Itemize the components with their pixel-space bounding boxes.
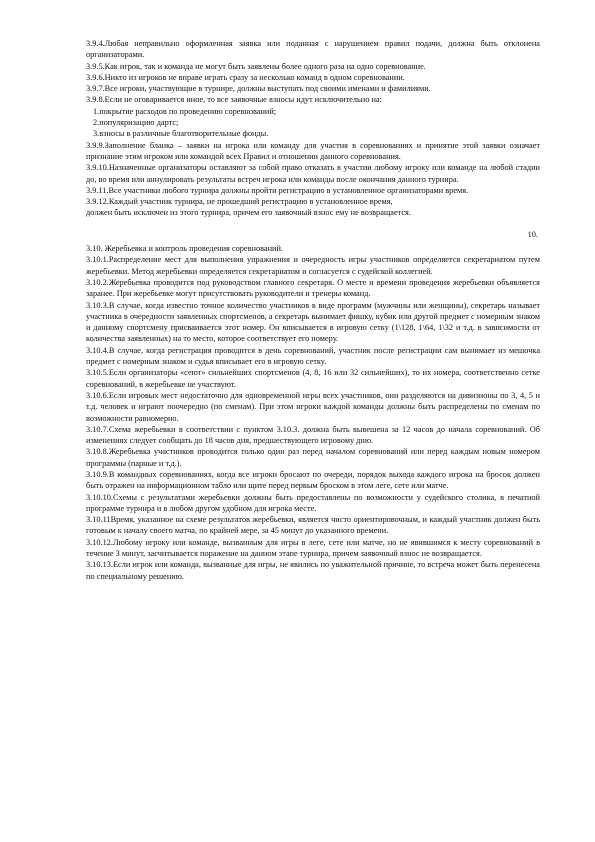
page-number: 10. (527, 229, 538, 239)
paragraph: 3.10.3.В случае, когда известно точное количество участников в виде программ (мужчины или женщины), секретарь называет участника в очередности заявленных спортсменов, а секретарь вынимает фишку, кубик или другой предмет с номерным знаком и данному спортсмену присваивается этот номер. Он вписывается в игровую сетку (1\128, 1\64, 1\32 и т.д. в зависимости от количества заявленных) на то место, которое соответствует его номеру. (86, 300, 540, 344)
paragraph: 3.9.10.Назначенные организаторы оставляют за собой право отказать в участии любому игроку или команде на любой стадии до, во время или аннулировать результаты встреч игрока или команды после окончания данного турнира. (86, 163, 540, 184)
list-item: 2.популяризацию дартс; (93, 118, 179, 128)
paragraph: 3.10.8.Жеребьевка участников проводится только один раз перед началом соревнований или перед каждым новым номером программы (парные и т.д.). (86, 447, 540, 468)
paragraph: 3.9.9.Заполнение бланка – заявки на игрока или команду для участия в соревнованиях и принятие этой заявки означает признание этим игроком или командой всех Правил и отношении данного соревнования. (86, 140, 540, 161)
paragraph: 3.9.5.Как игрок, так и команда не могут быть заявлены более одного раза на одно соревнование. (86, 61, 426, 71)
paragraph: должен быть исключен из этого турнира, причем его заявочный взнос ему не возвращается. (86, 208, 411, 218)
paragraph: 3.10.11Время, указанное на схеме результатов жеребьевки, является чисто ориентировочным, и каждый участник должен быть готовым к началу своего матча, по крайней мере, за 45 минут до указанного времени. (86, 515, 540, 536)
paragraph: 3.10.9.В командных соревнованиях, когда все игроки бросают по очереди, порядок выхода каждого игрока на бросок должен быть отражен на информационном табло или щите перед первым броском в этом леге, сете или матче. (86, 469, 540, 491)
paragraph: 3.9.6.Никто из игроков не вправе играть сразу за несколько команд в одном соревновании. (86, 72, 405, 82)
paragraph: 3.10. Жеребьевка и контроль проведения соревнований. (86, 244, 283, 254)
paragraph: 3.9.12.Каждый участник турнира, не прошедший регистрацию в установленное время, (86, 197, 393, 207)
paragraph: 3.9.11.Все участники любого турнира должны пройти регистрацию в установленное организаторами время. (86, 185, 469, 195)
list-item: 3.взносы в различные благотворительные фонды. (93, 129, 269, 139)
paragraph: 3.10.10.Схемы с результатами жеребьевки должны быть предоставлены по возможности у судейского столика, в печатной программе турнира и в любом другом удобном для игрока месте. (86, 492, 540, 513)
paragraph: 3.10.7.Схема жеребьевки в соответствии с пунктом 3.10.3. должна быть вывешена за 12 часов до начала соревнований. Об изменениях следует сообщать до 18 часов дня, предшествующего игровому дню. (86, 424, 540, 446)
paragraph: 3.10.2.Жеребьевка проводится под руководством главного секретаря. О месте и времени проведения жеребьевки объявляется заранее. При жеребьевке могут присутствовать руководители и тренеры команд. (86, 277, 540, 299)
paragraph: 3.10.4.В случае, когда регистрация проводится в день соревнований, участник после регистрации сам вынимает из мешочка предмет с номерным знаком и судья вписывает его в игровую сетку. (86, 345, 540, 367)
document-page (86, 38, 540, 582)
paragraph: 3.9.4.Любая неправильно оформленная заявка или поданная с нарушением правил подачи, должна быть отклонена организаторами. (86, 39, 540, 60)
list-item: 1.покрытие расходов по проведению соревнований; (93, 106, 277, 116)
paragraph: 3.10.13.Если игрок или команда, вызванные для игры, не явились по уважительной причине, то встреча может быть перенесена по специальному решению. (86, 560, 540, 581)
paragraph: 3.9.8.Если не оговаривается иное, то все заявочные взносы идут исключительно на: (86, 95, 382, 105)
paragraph: 3.10.12.Любому игроку или команде, вызванным для игры в легe, сете или матче, но не явившимся к месту соревнований в течение 3 минут, засчитывается поражение на данном этапе турнира, причем заявочный взнос не возвращается. (86, 537, 540, 559)
paragraph: 3.9.7.Все игроки, участвующие в турнире, должны выступать под своими именами и фамилиями. (86, 84, 431, 94)
paragraph: 3.10.5.Если организаторы «сеют» сильнейших спортсменов (4, 8, 16 или 32 сильнейших), то их номера, соответственно сетке соревнований, в жеребьевке не участвуют. (86, 368, 540, 389)
paragraph: 3.10.1.Распределение мест для выполнения упражнения и очередность игры участников определяется секретариатом путем жеребьевки. Метод жеребьевки определяется секретариатом и согласуется с судейской коллегией. (86, 255, 540, 276)
paragraph: 3.10.6.Если игровых мест недостаточно для одновременной игры всех участников, они разделяются на дивизионы по 3, 4, 5 и т.д. человек и играют поочередно (по сменам). При этом игроки каждой команды должны быть распределены по сменам по возможности равномерно. (86, 390, 540, 423)
